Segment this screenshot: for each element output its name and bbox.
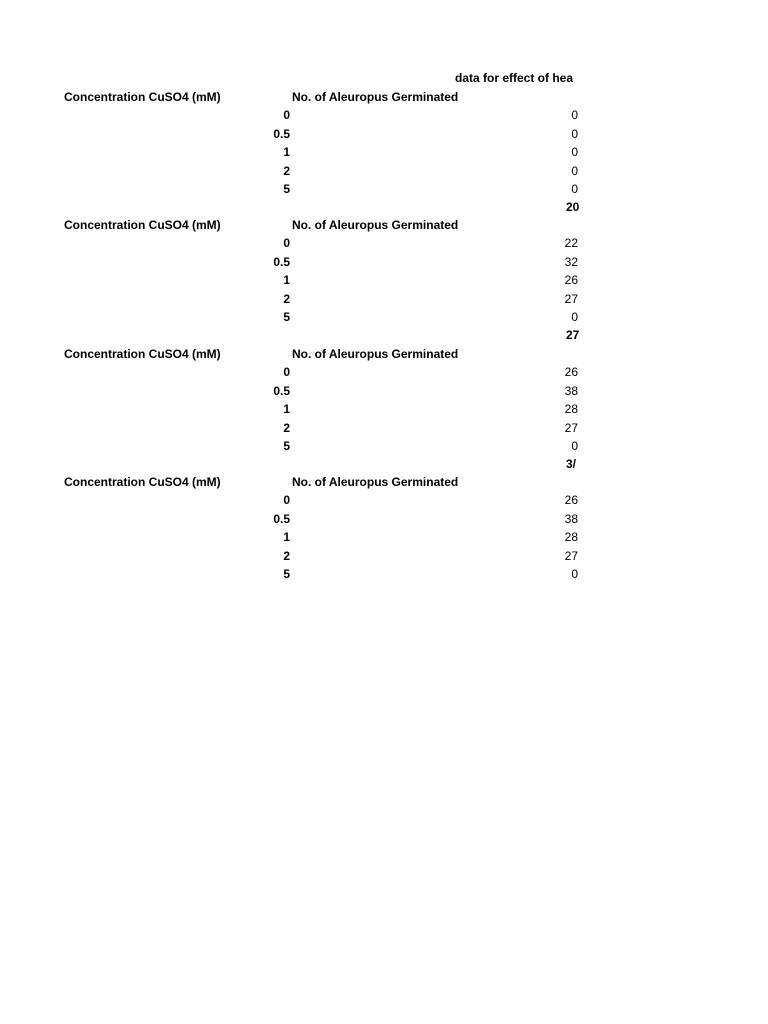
concentration-value: 0.5 — [273, 254, 290, 269]
table-row — [0, 143, 579, 161]
concentration-value: 0 — [283, 493, 290, 508]
germinated-value: 0 — [571, 126, 578, 141]
concentration-header: Concentration CuSO4 (mM) — [64, 475, 221, 489]
concentration-value: 0.5 — [273, 511, 290, 526]
concentration-value: 1 — [283, 273, 290, 288]
germinated-value: 0 — [571, 566, 578, 581]
header-row — [0, 473, 579, 491]
germinated-value: 28 — [564, 402, 578, 417]
concentration-value: 0.5 — [273, 126, 290, 141]
concentration-value: 5 — [283, 309, 290, 324]
header-row — [0, 216, 579, 234]
concentration-value: 2 — [283, 291, 290, 306]
data-block-4 — [0, 473, 579, 583]
table-row — [0, 419, 579, 437]
germinated-value: 38 — [564, 383, 578, 398]
germinated-value: 0 — [571, 108, 578, 123]
germinated-value: 27 — [564, 420, 578, 435]
concentration-header: Concentration CuSO4 (mM) — [64, 218, 221, 232]
table-row — [0, 400, 579, 418]
germinated-value: 0 — [571, 145, 578, 160]
germinated-value: 0 — [571, 181, 578, 196]
summary-row — [0, 198, 579, 216]
table-row — [0, 308, 579, 326]
concentration-value: 5 — [283, 438, 290, 453]
concentration-value: 5 — [283, 181, 290, 196]
germinated-value: 28 — [564, 530, 578, 545]
table-row — [0, 271, 579, 289]
table-row — [0, 565, 579, 583]
table-row — [0, 180, 579, 198]
table-row — [0, 363, 579, 381]
concentration-value: 0 — [283, 236, 290, 251]
header-row — [0, 88, 579, 106]
concentration-value: 1 — [283, 530, 290, 545]
data-block-3 — [0, 345, 579, 474]
germinated-value: 0 — [571, 309, 578, 324]
summary-value: 20 — [566, 200, 579, 215]
germinated-value: 38 — [564, 511, 578, 526]
summary-value: 3/ — [566, 457, 577, 472]
concentration-header: Concentration CuSO4 (mM) — [64, 90, 221, 104]
table-row — [0, 234, 579, 252]
concentration-value: 1 — [283, 402, 290, 417]
data-block-1 — [0, 88, 579, 217]
header-row — [0, 345, 579, 363]
table-row — [0, 162, 579, 180]
germinated-header: No. of Aleuropus Germinated — [292, 218, 459, 232]
germinated-value: 32 — [564, 254, 578, 269]
concentration-value: 5 — [283, 566, 290, 581]
table-row — [0, 125, 579, 143]
germinated-value: 26 — [564, 365, 578, 380]
germinated-header: No. of Aleuropus Germinated — [292, 475, 459, 489]
concentration-value: 2 — [283, 163, 290, 178]
concentration-header: Concentration CuSO4 (mM) — [64, 347, 221, 361]
table-row — [0, 528, 579, 546]
table-row — [0, 382, 579, 400]
summary-row — [0, 455, 579, 473]
table-row — [0, 253, 579, 271]
germinated-header: No. of Aleuropus Germinated — [292, 90, 459, 104]
germinated-value: 26 — [564, 273, 578, 288]
germinated-value: 27 — [564, 291, 578, 306]
summary-row — [0, 326, 579, 344]
germinated-value: 0 — [571, 438, 578, 453]
germinated-value: 22 — [564, 236, 578, 251]
concentration-value: 0 — [283, 108, 290, 123]
sheet-title: data for effect of hea — [455, 71, 574, 85]
table-row — [0, 491, 579, 509]
data-block-2 — [0, 216, 579, 345]
table-row — [0, 437, 579, 455]
concentration-value: 2 — [283, 548, 290, 563]
table-row — [0, 106, 579, 124]
concentration-value: 1 — [283, 145, 290, 160]
concentration-value: 2 — [283, 420, 290, 435]
concentration-value: 0 — [283, 365, 290, 380]
table-row — [0, 290, 579, 308]
germinated-value: 26 — [564, 493, 578, 508]
germinated-value: 0 — [571, 163, 578, 178]
table-row — [0, 547, 579, 565]
summary-value: 27 — [566, 328, 579, 343]
concentration-value: 0.5 — [273, 383, 290, 398]
germinated-header: No. of Aleuropus Germinated — [292, 347, 459, 361]
table-row — [0, 510, 579, 528]
germinated-value: 27 — [564, 548, 578, 563]
